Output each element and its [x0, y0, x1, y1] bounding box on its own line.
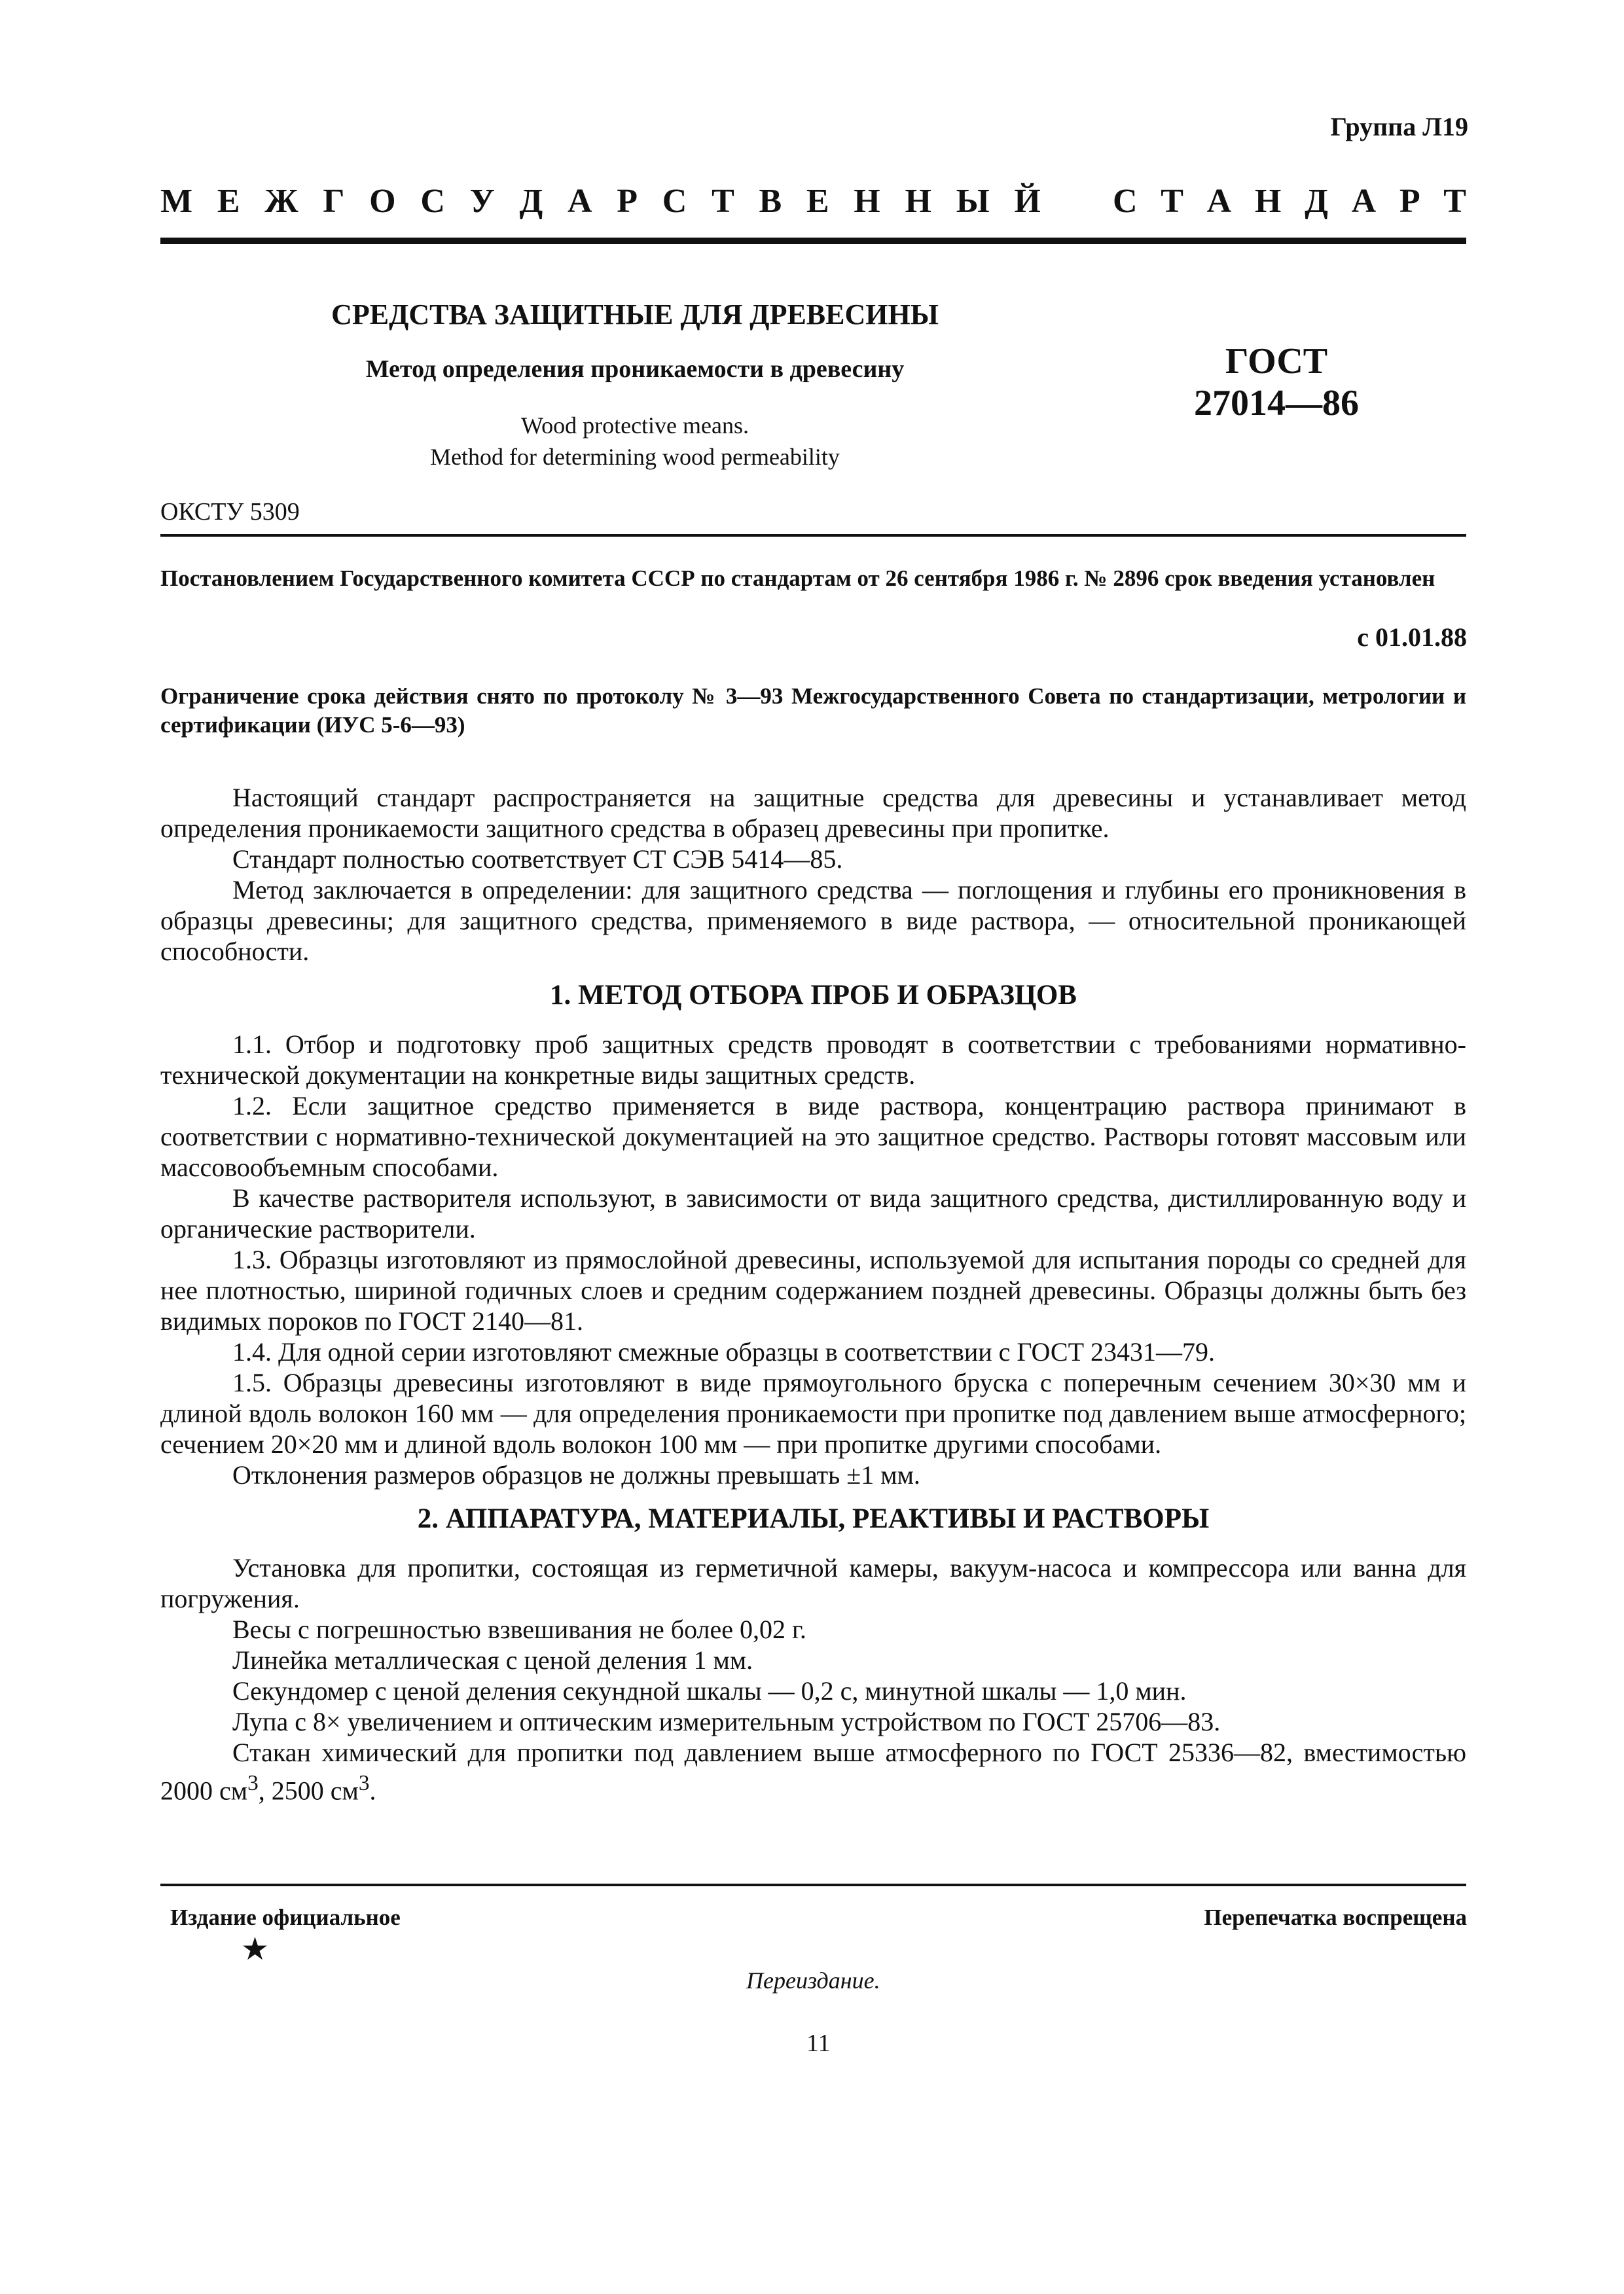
banner-letter: В — [759, 183, 782, 220]
star-icon: ★ — [241, 1932, 270, 1967]
intro-paragraph: Стандарт полностью соответствует СТ СЭВ 5414—85. — [232, 844, 843, 874]
group-label: Группа Л19 — [1330, 112, 1468, 141]
intro-paragraph: Настоящий стандарт распространяется на защитные средства для древесины и устанавливает метод определения проникаемости защитного средства в образец древесины при пропитке. — [160, 783, 1466, 843]
gost-label: ГОСТ — [1225, 341, 1328, 382]
reprint-prohibited: Перепечатка воспрещена — [1204, 1905, 1467, 1930]
banner-letter: Е — [806, 183, 829, 220]
banner-letter: Ж — [264, 183, 298, 220]
top-rule — [160, 238, 1466, 244]
superscript: 3 — [358, 1771, 370, 1795]
banner-letter: Й — [1014, 183, 1041, 220]
banner-letter: С — [662, 183, 687, 220]
banner-letter: У — [469, 183, 495, 220]
section1-paragraph: 1.4. Для одной серии изготовляют смежные образцы в соответствии с ГОСТ 23431—79. — [232, 1337, 1216, 1367]
section1-paragraph: 1.3. Образцы изготовляют из прямослойной древесины, используемой для испытания породы со средней для нее плотностью, шириной годичных слоев и средним содержанием поздней древесины. Образцы должны быть без видимых пороков по ГОСТ 2140—81. — [160, 1245, 1466, 1336]
standard-banner — [160, 182, 1466, 221]
banner-letter: Т — [712, 183, 734, 220]
title-english-line2: Method for determining wood permeability — [430, 444, 840, 470]
banner-letter: Ы — [956, 183, 990, 220]
banner-letter: Н — [854, 183, 880, 220]
title-english-line1: Wood protective means. — [521, 412, 749, 439]
banner-letter: Т — [1161, 183, 1183, 220]
banner-letter: Р — [1399, 183, 1420, 220]
section2-paragraph: Секундомер с ценой деления секундной шкалы — 0,2 с, минутной шкалы — 1,0 мин. — [232, 1676, 1187, 1706]
banner-letter: Т — [1443, 183, 1466, 220]
section1-heading: 1. МЕТОД ОТБОРА ПРОБ И ОБРАЗЦОВ — [550, 980, 1077, 1011]
banner-letter: Д — [1305, 183, 1328, 220]
banner-letter: С — [1113, 183, 1138, 220]
section2-paragraph: Весы с погрешностью взвешивания не более 0,02 г. — [232, 1615, 806, 1644]
beaker-text-mid: , 2500 см — [258, 1776, 359, 1806]
title-sub: Метод определения проникаемости в древесину — [365, 355, 905, 383]
main-body — [160, 782, 1466, 1806]
banner-letter: Г — [323, 183, 345, 220]
banner-word1 — [160, 182, 1041, 221]
reissue-note: Переиздание. — [746, 1967, 880, 1994]
effective-date: с 01.01.88 — [1357, 622, 1467, 652]
section1-paragraph: В качестве растворителя используют, в зависимости от вида защитного средства, дистиллированную воду и органические растворители. — [160, 1183, 1466, 1244]
header-rule — [160, 534, 1466, 537]
title-english — [160, 410, 1110, 473]
banner-letter: О — [369, 183, 396, 220]
section2-paragraph: Лупа с 8× увеличением и оптическим измерительным устройством по ГОСТ 25706—83. — [232, 1707, 1221, 1736]
section2-last-paragraph — [160, 1737, 1466, 1806]
banner-letter: Р — [617, 183, 638, 220]
title-block — [160, 298, 1110, 473]
section1-paragraph: Отклонения размеров образцов не должны превышать ±1 мм. — [232, 1460, 920, 1490]
banner-letter: Н — [1254, 183, 1282, 220]
official-edition: Издание официальное — [170, 1905, 401, 1930]
banner-letter: Н — [905, 183, 931, 220]
footer-rule — [160, 1884, 1466, 1886]
page-number: 11 — [806, 2030, 831, 2057]
section2-heading: 2. АППАРАТУРА, МАТЕРИАЛЫ, РЕАКТИВЫ И РАСТВОРЫ — [417, 1503, 1210, 1534]
limitation-text: Ограничение срока действия снято по протоколу № 3—93 Межгосударственного Совета по стандартизации, метрологии и сертификации (ИУС 5-6—93) — [160, 683, 1466, 738]
beaker-text-end: . — [369, 1776, 376, 1806]
intro-paragraph: Метод заключается в определении: для защитного средства — поглощения и глубины его проникновения в образцы древесины; для защитного средства, применяемого в виде раствора, — относительной проникающей способности. — [160, 875, 1466, 966]
decree-text: Постановлением Государственного комитета СССР по стандартам от 26 сентября 1986 г. № 2896 срок введения установлен — [160, 565, 1435, 591]
section1-paragraph: 1.1. Отбор и подготовку проб защитных средств проводят в соответствии с требованиями нормативно-технической документации на конкретные виды защитных средств. — [160, 1030, 1466, 1090]
section2-paragraph: Установка для пропитки, состоящая из герметичной камеры, вакуум-насоса и компрессора или ванна для погружения. — [160, 1553, 1466, 1613]
banner-letter: А — [1206, 183, 1232, 220]
banner-letter: М — [160, 183, 193, 220]
section1-paragraph: 1.2. Если защитное средство применяется в виде раствора, концентрацию раствора принимают в соответствии с нормативно-технической документацией на это защитное средство. Растворы готовят массовым или массовообъемным способами. — [160, 1091, 1466, 1182]
banner-letter: А — [1351, 183, 1377, 220]
gost-designation — [1139, 340, 1414, 424]
title-main: СРЕДСТВА ЗАЩИТНЫЕ ДЛЯ ДРЕВЕСИНЫ — [331, 298, 939, 331]
banner-letter: А — [568, 183, 592, 220]
banner-letter: Д — [519, 183, 543, 220]
okstu-code: ОКСТУ 5309 — [160, 498, 300, 526]
banner-letter: Е — [217, 183, 240, 220]
gost-number: 27014—86 — [1194, 383, 1359, 423]
superscript: 3 — [247, 1771, 259, 1795]
banner-letter: С — [420, 183, 445, 220]
banner-word2 — [1113, 182, 1466, 221]
section2-paragraph: Линейка металлическая с ценой деления 1 мм. — [232, 1645, 753, 1675]
section1-paragraph: 1.5. Образцы древесины изготовляют в виде прямоугольного бруска с поперечным сечением 30×30 мм и длиной вдоль волокон 160 мм — для определения проникаемости при пропитке под давлением выше атмосферного; сечением 20×20 мм и длиной вдоль волокон 100 мм — при пропитке другими способами. — [160, 1368, 1466, 1459]
beaker-text: Стакан химический для пропитки под давлением выше атмосферного по ГОСТ 25336—82, вместимостью 2000 см — [160, 1738, 1466, 1806]
